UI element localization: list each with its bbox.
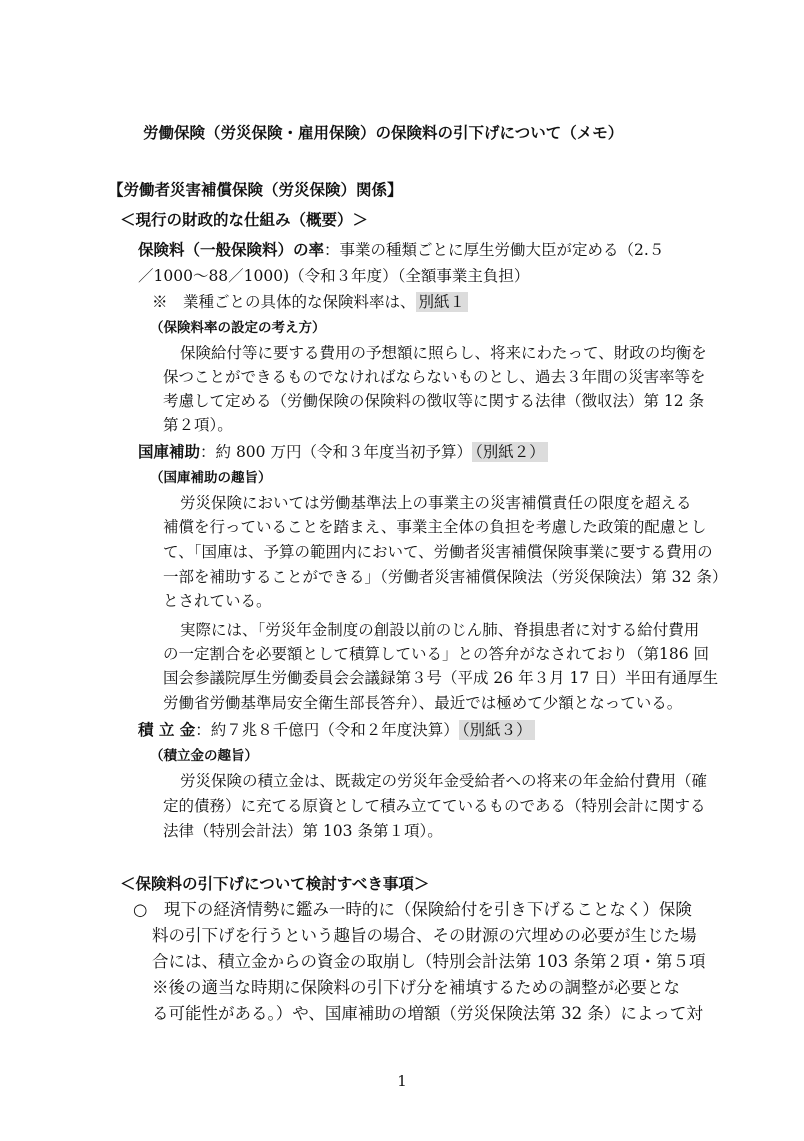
premium-reason-line: 考慮して定める（労働保険の保険料の徴収等に関する法律（徴収法）第 12 条 <box>163 392 705 410</box>
subsidy-reason-line: 労災保険においては労働基準法上の事業主の災害補償責任の限度を超える <box>180 494 692 512</box>
page-number: 1 <box>397 1072 407 1090</box>
subsidy-line <box>138 441 548 463</box>
reserve-reason-line: 法律（特別会計法）第 103 条第１項）。 <box>163 822 443 840</box>
subsidy-reason-line: とされている。 <box>163 592 272 610</box>
subsidy-reason-line: 一部を補助することができる」（労働者災害補償保険法（労災保険法）第 32 条） <box>163 568 728 586</box>
attachment-ref-3: （別紙３） <box>459 720 535 740</box>
premium-note <box>152 291 468 313</box>
consider-line: 合には、積立金からの資金の取崩し（特別会計法第 103 条第２項・第５項 <box>152 952 706 971</box>
reserve-reason-heading: （積立金の趣旨） <box>150 748 258 764</box>
consider-line: 料の引下げを行うという趣旨の場合、その財源の穴埋めの必要が生じた場 <box>152 926 697 945</box>
premium-reason-line: 保つことができるものでなければならないものとし、過去３年間の災害率等を <box>163 368 706 386</box>
attachment-ref-1: 別紙１ <box>416 292 469 312</box>
premium-value: ：事業の種類ごとに厚生労働大臣が定める（2.５ <box>324 241 665 259</box>
subsidy-value: ：約 800 万円（令和３年度当初予算） <box>200 443 472 461</box>
attachment-ref-2: （別紙２） <box>472 442 548 462</box>
premium-line-1 <box>138 239 664 261</box>
premium-line-2: ／1000～88／1000)（令和３年度）（全額事業主負担） <box>138 267 530 285</box>
subsidy-reason2-line: 労働省労働基準局安全衛生部長答弁）、最近では極めて少額となっている。 <box>163 694 683 712</box>
reserve-line <box>138 719 535 741</box>
reserve-label: 積 立 金 <box>138 721 196 739</box>
subsidy-reason2-line: 実際には、「労災年金制度の創設以前のじん肺、脊損患者に対する給付費用 <box>180 621 700 639</box>
subsidy-label: 国庫補助 <box>138 443 201 461</box>
premium-reason-line: 第２項）。 <box>163 416 233 434</box>
premium-label: 保険料（一般保険料）の率 <box>138 241 325 259</box>
reserve-value: ：約７兆８千億円（令和２年度決算） <box>195 721 459 739</box>
subheading-items-to-consider: ＜保険料の引下げについて検討すべき事項＞ <box>120 875 430 893</box>
subsidy-reason-heading: （国庫補助の趣旨） <box>150 470 272 486</box>
subsidy-reason2-line: 国会参議院厚生労働委員会会議録第３号（平成 26 年３月 17 日）半田有通厚生 <box>163 669 719 687</box>
reserve-reason-line: 労災保険の積立金は、既裁定の労災年金受給者への将来の年金給付費用（確 <box>180 772 708 790</box>
subsidy-reason2-line: の一定割合を必要額として積算している」との答弁がなされており（第186 回 <box>163 645 710 663</box>
subsidy-reason-line: 補償を行っていることを踏まえ、事業主全体の負担を考慮した政策的配慮とし <box>163 518 707 536</box>
consider-line: ○ 現下の経済情勢に鑑み一時的に（保険給付を引き下げることなく）保険 <box>133 900 692 919</box>
page-title: 労働保険（労災保険・雇用保険）の保険料の引下げについて（メモ） <box>143 124 624 142</box>
premium-note-text: ※ 業種ごとの具体的な保険料率は、 <box>152 293 416 311</box>
subheading-current-structure: ＜現行の財政的な仕組み（概要）＞ <box>120 211 369 229</box>
premium-reason-line: 保険給付等に要する費用の予想額に照らし、将来にわたって、財政の均衡を <box>180 344 707 362</box>
premium-reason-heading: （保険料率の設定の考え方） <box>150 320 326 336</box>
reserve-reason-line: 定的債務）に充てる原資として積み立てているものである（特別会計に関する <box>163 797 706 815</box>
section-heading-rousai: 【労働者災害補償保険（労災保険）関係】 <box>108 181 403 199</box>
subsidy-reason-line: て、「国庫は、予算の範囲内において、労働者災害補償保険事業に要する費用の <box>163 543 713 561</box>
consider-line: る可能性がある。）や、国庫補助の増額（労災保険法第 32 条）によって対 <box>152 1004 703 1023</box>
consider-line: ※後の適当な時期に保険料の引下げ分を補填するための調整が必要とな <box>152 978 680 997</box>
